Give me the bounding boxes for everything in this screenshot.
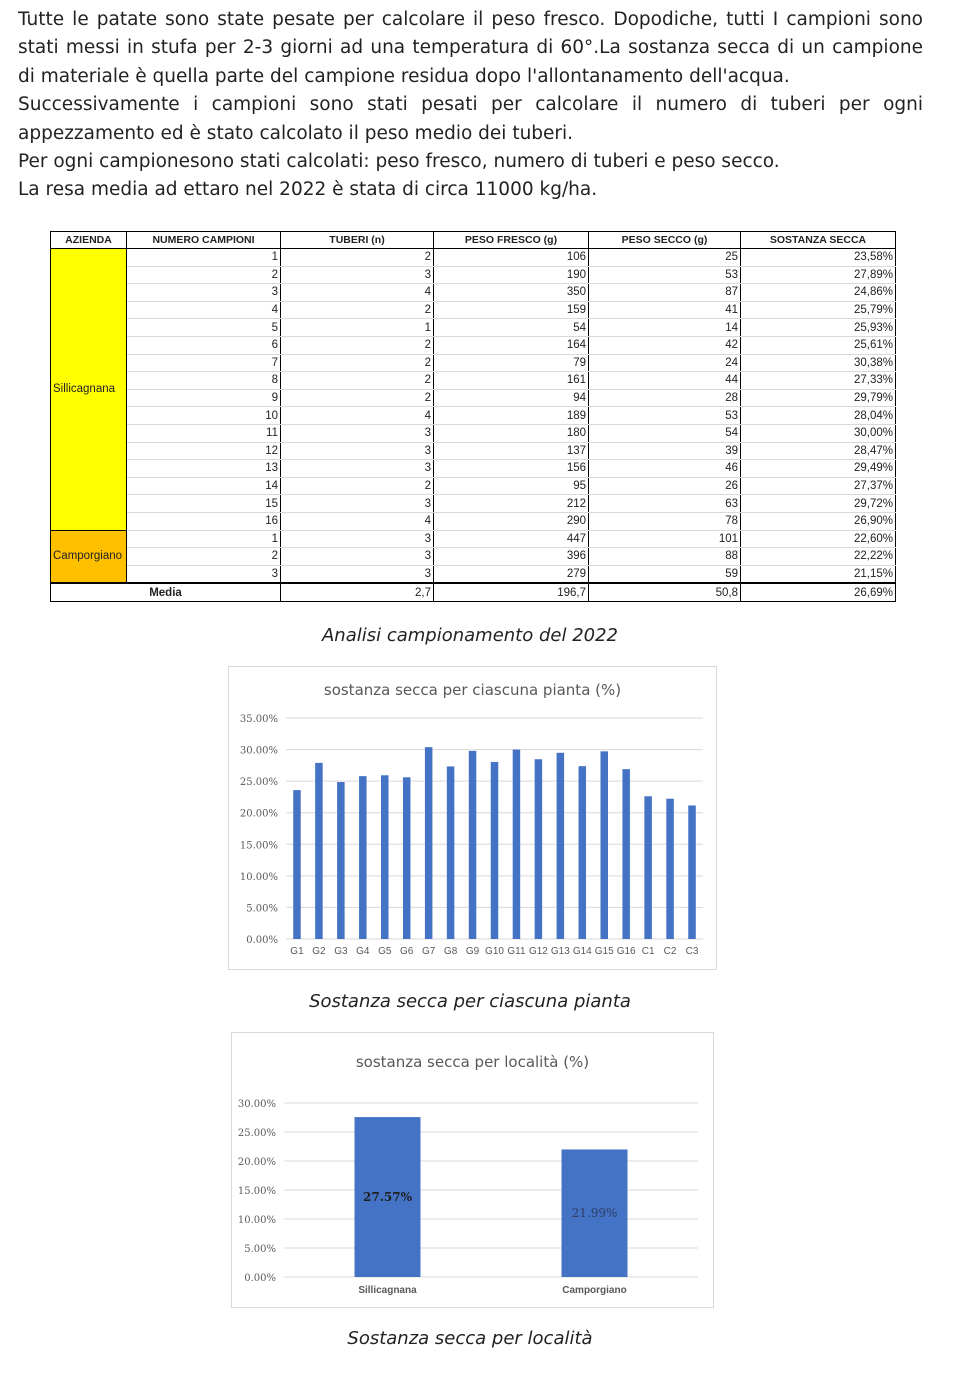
table-row <box>51 284 896 302</box>
table-cell: 1 <box>127 249 281 267</box>
table-cell: 3 <box>127 565 281 583</box>
table-cell: 79 <box>434 354 589 372</box>
x-tick-label: G3 <box>334 946 348 957</box>
table-cell: 5 <box>127 319 281 337</box>
table-cell: 2 <box>281 249 434 267</box>
table-cell: 42 <box>589 336 741 354</box>
table-cell: 78 <box>589 512 741 530</box>
table-cell: 16 <box>127 512 281 530</box>
table-row <box>51 389 896 407</box>
azienda-cell: Camporgiano <box>51 530 127 583</box>
table-row <box>51 460 896 478</box>
table-cell: 2 <box>127 266 281 284</box>
table-cell: 53 <box>589 266 741 284</box>
x-tick-label: C3 <box>685 946 699 957</box>
y-tick-label: 5.00% <box>246 903 278 915</box>
table-cell: 1 <box>281 319 434 337</box>
table-cell: 3 <box>281 266 434 284</box>
y-tick-label: 20.00% <box>237 1157 276 1168</box>
table-cell: 30,38% <box>741 354 896 372</box>
table-row <box>51 372 896 390</box>
header-numero-campioni: NUMERO CAMPIONI <box>127 232 281 249</box>
y-tick-label: 35.00% <box>239 714 278 725</box>
table-cell: 2 <box>281 389 434 407</box>
table-cell: 39 <box>589 442 741 460</box>
media-sostanza: 26,69% <box>741 583 896 601</box>
y-tick-label: 0.00% <box>244 1273 276 1284</box>
table-cell: 4 <box>281 284 434 302</box>
table-cell: 190 <box>434 266 589 284</box>
x-tick-label: G14 <box>572 946 592 957</box>
table-cell: 13 <box>127 460 281 478</box>
bar-C2 <box>666 799 674 939</box>
bar-G16 <box>622 769 630 939</box>
table-cell: 10 <box>127 407 281 425</box>
table-cell: 59 <box>589 565 741 583</box>
table-row <box>51 530 896 548</box>
header-sostanza-secca: SOSTANZA SECCA <box>741 232 896 249</box>
table-cell: 28,04% <box>741 407 896 425</box>
table-cell: 44 <box>589 372 741 390</box>
table-cell: 164 <box>434 336 589 354</box>
bar-G10 <box>491 762 499 939</box>
table-cell: 41 <box>589 301 741 319</box>
table-cell: 3 <box>281 495 434 513</box>
table-row <box>51 495 896 513</box>
bar-G13 <box>557 753 565 939</box>
table-cell: 2 <box>127 548 281 566</box>
x-tick-label: G9 <box>465 946 480 957</box>
table-cell: 29,79% <box>741 389 896 407</box>
table-cell: 27,37% <box>741 477 896 495</box>
table-cell: 63 <box>589 495 741 513</box>
x-tick-label: G12 <box>528 946 548 957</box>
table-cell: 24,86% <box>741 284 896 302</box>
x-tick-label: G8 <box>443 946 458 957</box>
bar-G15 <box>600 751 608 939</box>
x-tick-label: G6 <box>400 946 414 957</box>
table-row <box>51 407 896 425</box>
table-cell: 447 <box>434 530 589 548</box>
table-cell: 180 <box>434 424 589 442</box>
table-cell: 106 <box>434 249 589 267</box>
table-cell: 22,22% <box>741 548 896 566</box>
header-azienda: AZIENDA <box>51 232 127 249</box>
chart-per-localita <box>231 1032 714 1308</box>
bar-G14 <box>579 766 587 939</box>
table-row <box>51 301 896 319</box>
table-cell: 2 <box>281 336 434 354</box>
table-cell: 3 <box>127 284 281 302</box>
table-row <box>51 336 896 354</box>
table-cell: 29,49% <box>741 460 896 478</box>
bar-G12 <box>535 759 543 939</box>
table-row <box>51 249 896 267</box>
x-tick-label: G11 <box>507 946 526 957</box>
table-cell: 7 <box>127 354 281 372</box>
x-tick-label: G2 <box>312 946 326 957</box>
table-cell: 3 <box>281 460 434 478</box>
y-tick-label: 10.00% <box>237 1215 276 1226</box>
chart2-caption: Sostanza secca per località <box>347 1328 593 1349</box>
x-tick-label: G13 <box>550 946 570 957</box>
y-tick-label: 30.00% <box>239 745 278 757</box>
bar-G8 <box>447 766 455 939</box>
bar-G7 <box>425 747 433 939</box>
chart-per-pianta <box>228 666 717 970</box>
table-cell: 3 <box>281 565 434 583</box>
bar-G3 <box>337 782 345 939</box>
intro-paragraph-4: La resa media ad ettaro nel 2022 è stata di circa 11000 kg/ha. <box>18 179 598 201</box>
table-cell: 94 <box>434 389 589 407</box>
table-cell: 4 <box>281 407 434 425</box>
table-cell: 9 <box>127 389 281 407</box>
table-row <box>51 512 896 530</box>
table-row <box>51 477 896 495</box>
table-cell: 11 <box>127 424 281 442</box>
azienda-cell: Sillicagnana <box>51 249 127 531</box>
table-cell: 14 <box>589 319 741 337</box>
y-tick-label: 15.00% <box>237 1186 276 1197</box>
media-secco: 50,8 <box>589 583 741 601</box>
table-row <box>51 548 896 566</box>
table-cell: 30,00% <box>741 424 896 442</box>
table-row <box>51 354 896 372</box>
y-tick-label: 30.00% <box>237 1099 276 1110</box>
chart-per-pianta-svg <box>229 667 716 969</box>
table-cell: 3 <box>281 424 434 442</box>
table-cell: 27,33% <box>741 372 896 390</box>
x-tick-label: C1 <box>641 946 655 957</box>
table-cell: 2 <box>281 354 434 372</box>
table-cell: 3 <box>281 442 434 460</box>
table-row <box>51 266 896 284</box>
intro-paragraph-3: Per ogni campionesono stati calcolati: peso fresco, numero di tuberi e peso secco. <box>18 151 780 173</box>
table-cell: 22,60% <box>741 530 896 548</box>
table-cell: 2 <box>281 477 434 495</box>
data-label: 21.99% <box>571 1206 618 1221</box>
table-cell: 161 <box>434 372 589 390</box>
table-cell: 137 <box>434 442 589 460</box>
table-cell: 24 <box>589 354 741 372</box>
table-cell: 23,58% <box>741 249 896 267</box>
x-tick-label: Sillicagnana <box>358 1285 417 1296</box>
table-cell: 4 <box>281 512 434 530</box>
table-cell: 212 <box>434 495 589 513</box>
table-cell: 27,89% <box>741 266 896 284</box>
table-cell: 15 <box>127 495 281 513</box>
table-cell: 159 <box>434 301 589 319</box>
table-cell: 26,90% <box>741 512 896 530</box>
table-cell: 2 <box>281 372 434 390</box>
header-peso-fresco: PESO FRESCO (g) <box>434 232 589 249</box>
table-cell: 189 <box>434 407 589 425</box>
table-cell: 350 <box>434 284 589 302</box>
x-tick-label: Camporgiano <box>562 1285 627 1296</box>
y-tick-label: 5.00% <box>244 1244 276 1255</box>
table-cell: 6 <box>127 336 281 354</box>
x-tick-label: G1 <box>290 946 304 957</box>
table-cell: 12 <box>127 442 281 460</box>
table-cell: 28 <box>589 389 741 407</box>
x-tick-label: G4 <box>356 946 370 957</box>
header-peso-secco: PESO SECCO (g) <box>589 232 741 249</box>
intro-text <box>18 6 923 205</box>
bar-C1 <box>644 796 652 939</box>
table-cell: 25 <box>589 249 741 267</box>
table-cell: 88 <box>589 548 741 566</box>
table-cell: 46 <box>589 460 741 478</box>
x-tick-label: G10 <box>485 946 504 957</box>
y-tick-label: 20.00% <box>239 808 278 820</box>
table-cell: 1 <box>127 530 281 548</box>
media-tuberi: 2,7 <box>281 583 434 601</box>
table-cell: 290 <box>434 512 589 530</box>
table-cell: 279 <box>434 565 589 583</box>
table-cell: 25,93% <box>741 319 896 337</box>
samples-table <box>50 231 896 602</box>
bar-G1 <box>293 790 301 939</box>
table-cell: 21,15% <box>741 565 896 583</box>
table-cell: 396 <box>434 548 589 566</box>
table-cell: 3 <box>281 548 434 566</box>
media-label: Media <box>51 583 281 601</box>
x-tick-label: C2 <box>663 946 677 957</box>
table-cell: 95 <box>434 477 589 495</box>
x-tick-label: G16 <box>616 946 636 957</box>
header-tuberi: TUBERI (n) <box>281 232 434 249</box>
chart1-caption: Sostanza secca per ciascuna pianta <box>309 991 631 1012</box>
media-row <box>51 583 896 601</box>
bar-G5 <box>381 775 389 939</box>
table-cell: 29,72% <box>741 495 896 513</box>
y-tick-label: 25.00% <box>239 777 278 789</box>
table-cell: 4 <box>127 301 281 319</box>
y-tick-label: 0.00% <box>246 935 278 946</box>
table-caption: Analisi campionamento del 2022 <box>321 625 619 646</box>
bar-G11 <box>513 750 521 939</box>
table-cell: 54 <box>434 319 589 337</box>
intro-paragraph-2: Successivamente i campioni sono stati pesati per calcolare il numero di tuberi per ogni appezzamento ed è stato calcolato il peso medio dei tuberi. <box>18 94 923 144</box>
table-cell: 101 <box>589 530 741 548</box>
data-label: 27.57% <box>363 1190 412 1205</box>
table-cell: 156 <box>434 460 589 478</box>
table-cell: 2 <box>281 301 434 319</box>
bar-G6 <box>403 777 411 939</box>
table-cell: 87 <box>589 284 741 302</box>
table-cell: 28,47% <box>741 442 896 460</box>
table-cell: 26 <box>589 477 741 495</box>
table-row <box>51 565 896 583</box>
x-tick-label: G7 <box>421 946 436 957</box>
media-fresco: 196,7 <box>434 583 589 601</box>
y-tick-label: 25.00% <box>237 1128 276 1139</box>
bar-C3 <box>688 805 696 939</box>
table-row <box>51 319 896 337</box>
bar-G4 <box>359 776 367 939</box>
y-tick-label: 15.00% <box>239 840 278 852</box>
chart-per-localita-svg <box>232 1033 713 1307</box>
table-cell: 25,61% <box>741 336 896 354</box>
chart-title: sostanza secca per località (%) <box>355 1053 590 1071</box>
chart-title: sostanza secca per ciascuna pianta (%) <box>323 681 622 699</box>
intro-paragraph-1: Tutte le patate sono state pesate per calcolare il peso fresco. Dopodiche, tutti I campioni sono stati messi in stufa per 2-3 giorni ad una temperatura di 60°.La sostanza secca di un campione di materiale è quella parte del campione residua dopo l'allontanamento dell'acqua. <box>18 9 923 87</box>
table-cell: 8 <box>127 372 281 390</box>
table-cell: 25,79% <box>741 301 896 319</box>
table-row <box>51 442 896 460</box>
table-header-row <box>51 232 896 249</box>
table-cell: 3 <box>281 530 434 548</box>
x-tick-label: G15 <box>594 946 614 957</box>
table-row <box>51 424 896 442</box>
table-cell: 53 <box>589 407 741 425</box>
table-cell: 14 <box>127 477 281 495</box>
bar-G2 <box>315 763 323 939</box>
x-tick-label: G5 <box>378 946 392 957</box>
bar-G9 <box>469 751 477 939</box>
table-cell: 54 <box>589 424 741 442</box>
y-tick-label: 10.00% <box>239 871 278 883</box>
